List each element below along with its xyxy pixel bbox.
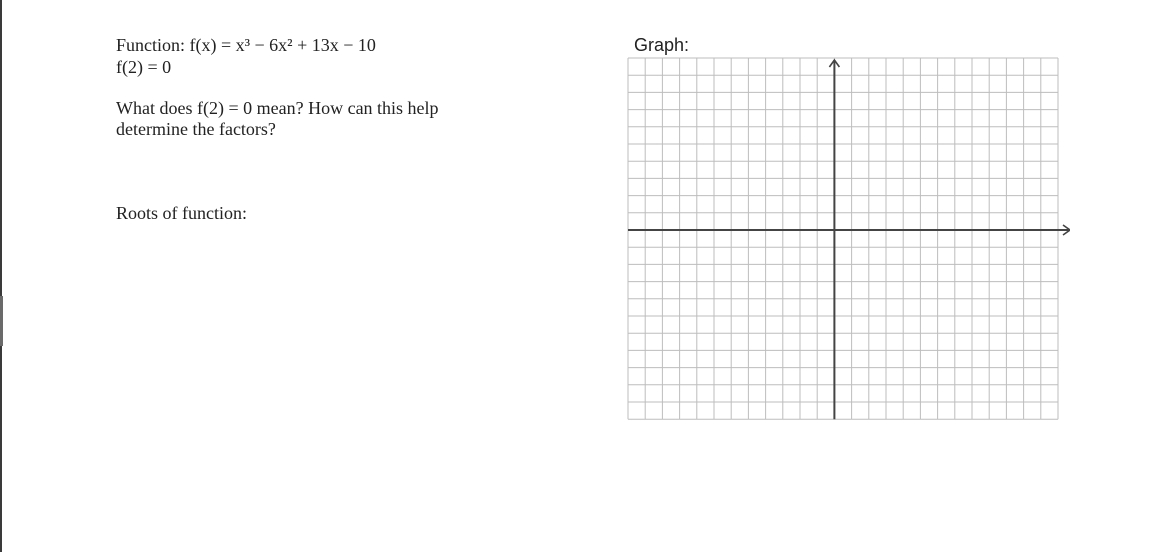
question-line-2: determine the factors? <box>116 119 276 139</box>
function-definition: Function: f(x) = x³ − 6x² + 13x − 10 <box>116 35 376 55</box>
window-edge <box>0 0 2 552</box>
window-edge-handle <box>0 296 3 346</box>
function-value: f(2) = 0 <box>116 57 172 77</box>
graph-label: Graph: <box>634 35 690 55</box>
roots-label: Roots of function: <box>116 203 247 223</box>
question-line-1: What does f(2) = 0 mean? How can this help <box>116 98 439 118</box>
grid-svg <box>620 50 1070 430</box>
coordinate-grid <box>620 50 1070 430</box>
